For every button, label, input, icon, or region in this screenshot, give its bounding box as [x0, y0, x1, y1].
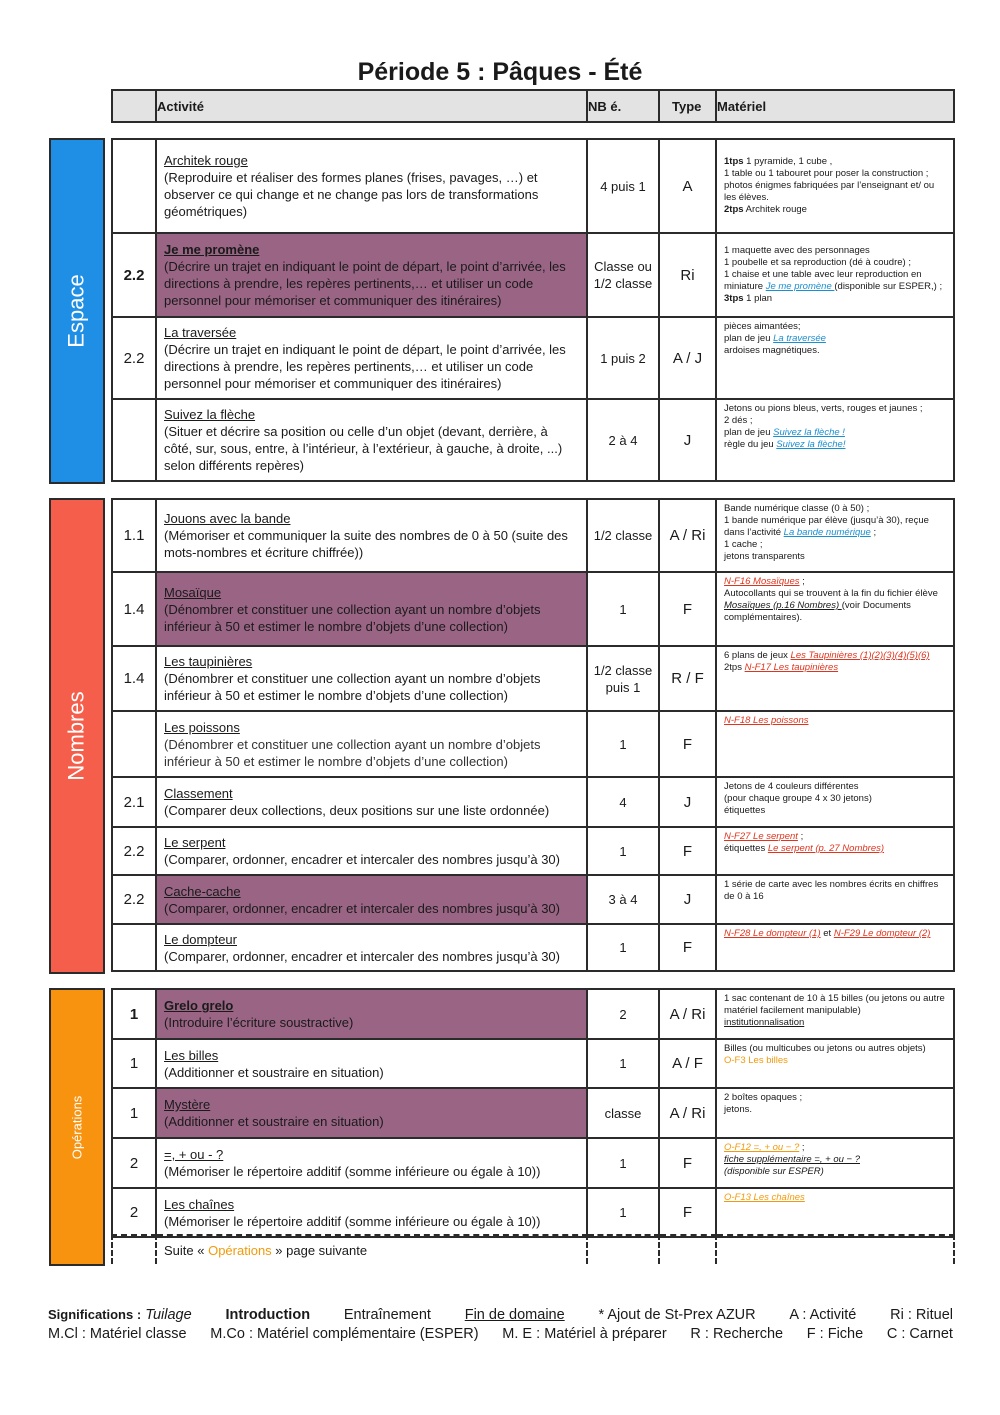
activity-cell	[156, 924, 587, 971]
activity-cell	[156, 139, 587, 233]
legend-line-2	[48, 1326, 953, 1342]
material-cell	[716, 711, 954, 777]
activity-description: (Situer et décrire sa position ou celle d’un objet (devant, derrière, à côté, sur, sous, entre, à l’intérieur, à l’extérieur, à gauche, à droite, ...) selon différents repères)	[164, 424, 563, 473]
legend-mco: M.Co : Matériel complémentaire (ESPER)	[210, 1326, 479, 1342]
material-cell	[716, 317, 954, 399]
activity-description: (Mémoriser et communiquer la suite des nombres de 0 à 50 (suite des mots-nombres et écriture chiffrée))	[164, 528, 568, 560]
mat-text: et	[820, 928, 834, 939]
nb-cell: 1/2 classe puis 1	[587, 646, 659, 711]
mat-text: ardoises magnétiques.	[724, 345, 820, 356]
legend-tuilage: Tuilage	[145, 1307, 192, 1323]
mat-text: pièces aimantées;	[724, 321, 801, 332]
material-link[interactable]: Suivez la flèche !	[773, 427, 845, 438]
section-label-operations	[49, 988, 105, 1266]
activity-name[interactable]: Les billes	[164, 1047, 219, 1063]
activity-cell	[156, 317, 587, 399]
row-number	[112, 399, 156, 481]
material-cell	[716, 989, 954, 1039]
row-number: 1.4	[112, 572, 156, 646]
nb-cell: 1	[587, 827, 659, 875]
row-number: 2.2	[112, 317, 156, 399]
activity-cell	[156, 399, 587, 481]
activity-name[interactable]: Le serpent	[164, 835, 226, 850]
table-espace	[111, 138, 955, 482]
row-number: 1.1	[112, 499, 156, 572]
header-nb: NB é.	[587, 90, 659, 122]
mat-text: 2 dés ;	[724, 415, 753, 426]
legend-introduction: Introduction	[225, 1307, 311, 1323]
activity-name[interactable]: Les poissons	[164, 719, 240, 735]
material-link[interactable]: N-F17 Les taupinières	[744, 662, 839, 673]
activity-cell	[156, 875, 587, 924]
material-link[interactable]: Mosaïques (p.16 Nombres)	[724, 600, 842, 611]
activity-cell	[156, 233, 587, 317]
section-label-text: Nombres	[64, 691, 89, 781]
table-suite	[111, 1234, 955, 1264]
mat-text: étiquettes	[724, 843, 768, 854]
material-cell	[716, 875, 954, 924]
table-row[interactable]	[112, 317, 954, 399]
activity-name[interactable]: Mystère	[164, 1097, 211, 1112]
legend-c-carnet: C : Carnet	[886, 1326, 953, 1342]
material-link[interactable]: O-F3 Les billes	[724, 1055, 788, 1066]
mat-text: ;	[870, 527, 877, 538]
material-link[interactable]: N-F28 Le dompteur (1)	[724, 928, 821, 939]
mat-text: 1 cache ;	[724, 539, 763, 550]
activity-description: (Décrire un trajet en indiquant le point de départ, le point d’arrivée, les directions à prendre, les repères pertinents,… et utiliser un code personnel pour mémoriser et communiquer des itinéraires)	[164, 342, 566, 391]
table-row[interactable]	[112, 989, 954, 1039]
row-number: 1	[112, 1088, 156, 1138]
header-num-cell	[112, 90, 156, 122]
nb-cell: 1	[587, 924, 659, 971]
material-link[interactable]: Les Taupinières (1)(2)(3)(4)(5)(6)	[790, 650, 930, 661]
type-cell: F	[659, 827, 716, 875]
activity-name[interactable]: La traversée	[164, 325, 237, 340]
activity-name[interactable]: Grelo grelo	[164, 998, 234, 1013]
type-cell: J	[659, 777, 716, 827]
type-cell: F	[659, 1138, 716, 1188]
mat-text: 1 série de carte avec les nombres écrits en chiffres de 0 à 16	[724, 879, 939, 902]
suite-num-cell	[112, 1235, 156, 1264]
mat-text: plan de jeu	[724, 333, 774, 344]
material-cell	[716, 1088, 954, 1138]
section-label-nombres	[49, 498, 105, 974]
table-header	[111, 89, 955, 123]
header-type: Type	[659, 90, 716, 122]
activity-name[interactable]: Architek rouge	[164, 153, 248, 168]
legend-ajout: * Ajout de St-Prex AZUR	[598, 1307, 756, 1323]
material-cell	[716, 1188, 954, 1237]
table-row[interactable]	[112, 711, 954, 777]
table-row[interactable]	[112, 139, 954, 233]
table-row[interactable]	[112, 1188, 954, 1237]
table-nombres	[111, 498, 955, 972]
type-cell: F	[659, 924, 716, 971]
mat-text: 2 boîtes opaques ;	[724, 1092, 803, 1103]
activity-cell	[156, 499, 587, 572]
nb-cell: 1	[587, 1138, 659, 1188]
table-operations	[111, 988, 955, 1238]
row-number: 2.2	[112, 233, 156, 317]
table-row[interactable]	[112, 1088, 954, 1138]
type-cell: A / F	[659, 1039, 716, 1088]
activity-cell	[156, 1039, 587, 1088]
type-cell: A / Ri	[659, 989, 716, 1039]
type-cell: A / Ri	[659, 499, 716, 572]
activity-cell	[156, 572, 587, 646]
material-cell	[716, 827, 954, 875]
activity-name[interactable]: Je me promène	[164, 242, 260, 257]
mat-text: institutionnalisation	[724, 1017, 805, 1028]
material-link[interactable]: fiche supplémentaire =, + ou − ?	[724, 1154, 860, 1165]
mat-text: Jetons ou pions bleus, verts, rouges et jaunes ;	[724, 403, 923, 414]
material-link[interactable]: N-F29 Le dompteur (2)	[833, 928, 931, 939]
mat-text: Autocollants qui se trouvent à la fin du fichier élève	[724, 588, 938, 599]
material-cell	[716, 924, 954, 971]
type-cell: R / F	[659, 646, 716, 711]
suite-empty-cell	[659, 1235, 716, 1264]
material-link[interactable]: O-F13 Les chaînes	[724, 1192, 805, 1203]
row-number: 2	[112, 1188, 156, 1237]
table-row[interactable]	[112, 499, 954, 572]
material-cell	[716, 499, 954, 572]
table-row[interactable]	[112, 233, 954, 317]
mat-text: étiquettes	[724, 805, 766, 816]
mat-text: 1 plan	[743, 293, 773, 304]
mat-text: Jetons de 4 couleurs différentes	[724, 781, 859, 792]
material-cell	[716, 777, 954, 827]
nb-cell: 1/2 classe	[587, 499, 659, 572]
section-label-espace	[49, 138, 105, 484]
activity-cell	[156, 827, 587, 875]
activity-description: (Dénombrer et constituer une collection ayant un nombre d’objets inférieur à 50 et estimer le nombre d’objets d’une collection)	[164, 736, 541, 769]
activity-description: (Reproduire et réaliser des formes planes (frises, pavages, …) et observer ce qui change et ne change pas lors de transformations géométriques)	[164, 170, 539, 219]
mat-text: 1 table ou 1 tabouret pour poser la construction ; photos énigmes fabriquées par l’enseignant et/ ou les élèves.	[724, 168, 935, 203]
nb-cell: 3 à 4	[587, 875, 659, 924]
table-row[interactable]	[112, 924, 954, 971]
activity-cell	[156, 777, 587, 827]
row-number: 1	[112, 1039, 156, 1088]
nb-cell: 1	[587, 1188, 659, 1237]
activity-name[interactable]: Les chaînes	[164, 1196, 235, 1212]
type-cell: J	[659, 875, 716, 924]
mat-text: jetons.	[724, 1104, 752, 1115]
material-cell	[716, 399, 954, 481]
mat-text: 2tps	[724, 662, 745, 673]
row-number: 2.2	[112, 875, 156, 924]
activity-description: (Introduire l’écriture soustractive)	[164, 1015, 354, 1030]
activity-cell	[156, 1088, 587, 1138]
mat-text: règle du jeu	[724, 439, 777, 450]
activity-cell	[156, 1188, 587, 1237]
activity-name[interactable]: Jouons avec la bande	[164, 511, 291, 526]
row-number: 2.2	[112, 827, 156, 875]
activity-name[interactable]: Mosaïque	[164, 584, 222, 600]
type-cell: J	[659, 399, 716, 481]
nb-cell: 1	[587, 572, 659, 646]
mat-text: 1 pyramide, 1 cube ,	[743, 156, 833, 167]
nb-cell: 1	[587, 711, 659, 777]
mat-text: 2tps	[724, 204, 744, 215]
legend-fin-domaine: Fin de domaine	[464, 1307, 565, 1323]
type-cell: A / Ri	[659, 1088, 716, 1138]
material-link[interactable]: O-F12 =, + ou − ?	[724, 1142, 800, 1153]
legend-me: M. E : Matériel à préparer	[502, 1326, 667, 1342]
type-cell: Ri	[659, 233, 716, 317]
row-number: 2	[112, 1138, 156, 1188]
type-cell: A	[659, 139, 716, 233]
nb-cell: 2 à 4	[587, 399, 659, 481]
mat-text: 1 maquette avec des personnages	[724, 245, 870, 256]
table-row[interactable]	[112, 399, 954, 481]
material-link[interactable]: N-F16 Mosaïques	[724, 576, 800, 587]
activity-description: (Mémoriser le répertoire additif (somme inférieure ou égale à 10))	[164, 1213, 541, 1229]
activity-name[interactable]: Suivez la flèche	[164, 407, 256, 422]
mat-text: ;	[799, 1142, 805, 1153]
mat-text: (disponible sur ESPER)	[724, 1166, 824, 1177]
mat-text: (pour chaque groupe 4 x 30 jetons)	[724, 793, 872, 804]
nb-cell: 1 puis 2	[587, 317, 659, 399]
mat-text: 1tps	[724, 156, 744, 167]
table-row	[112, 1235, 954, 1264]
legend-entrainement: Entraînement	[343, 1307, 431, 1323]
suite-empty-cell	[587, 1235, 659, 1264]
suite-text: » page suivante	[271, 1242, 368, 1258]
legend-line-1	[48, 1307, 953, 1323]
type-cell: F	[659, 572, 716, 646]
activity-description: (Dénombrer et constituer une collection ayant un nombre d’objets inférieur à 50 et estimer le nombre d’objets d’une collection)	[164, 601, 541, 634]
activity-description: (Comparer, ordonner, encadrer et intercaler des nombres jusqu’à 30)	[164, 852, 560, 867]
nb-cell: 4	[587, 777, 659, 827]
mat-text: (disponible sur ESPER,) ;	[834, 281, 943, 292]
section-label-text: Espace	[64, 274, 90, 348]
nb-cell: classe	[587, 1088, 659, 1138]
activity-cell	[156, 1138, 587, 1188]
suite-cell	[156, 1235, 587, 1264]
material-link[interactable]: Je me promène	[765, 281, 835, 292]
table-row[interactable]	[112, 646, 954, 711]
type-cell: A / J	[659, 317, 716, 399]
activity-description: (Comparer, ordonner, encadrer et intercaler des nombres jusqu’à 30)	[164, 948, 560, 964]
nb-cell: Classe ou 1/2 classe	[587, 233, 659, 317]
mat-text: 3tps	[724, 293, 744, 304]
activity-description: (Mémoriser le répertoire additif (somme inférieure ou égale à 10))	[164, 1164, 541, 1179]
activity-description: (Comparer, ordonner, encadrer et intercaler des nombres jusqu’à 30)	[164, 900, 560, 916]
page-title: Période 5 : Pâques - Été	[357, 58, 643, 86]
table-row[interactable]	[112, 1039, 954, 1088]
material-cell	[716, 646, 954, 711]
mat-text: 6 plans de jeux	[724, 650, 791, 661]
material-link[interactable]: La traversée	[773, 333, 826, 344]
material-link[interactable]: N-F27 Le serpent	[724, 831, 798, 842]
mat-text: (voir Documents complémentaires).	[724, 600, 911, 623]
nb-cell: 4 puis 1	[587, 139, 659, 233]
mat-text: Architek rouge	[743, 204, 807, 215]
activity-name[interactable]: Cache-cache	[164, 883, 241, 899]
activity-description: (Additionner et soustraire en situation)	[164, 1114, 384, 1129]
material-cell	[716, 233, 954, 317]
material-link[interactable]: N-F18 Les poissons	[724, 715, 809, 726]
activity-name[interactable]: Les taupinières	[164, 654, 253, 669]
mat-text: ;	[799, 576, 805, 587]
row-number	[112, 139, 156, 233]
legend-a-activite: A : Activité	[789, 1307, 857, 1323]
activity-cell	[156, 989, 587, 1039]
legend-r-recherche: R : Recherche	[690, 1326, 784, 1342]
material-link[interactable]: Suivez la flèche!	[776, 439, 846, 450]
mat-text: 1 chaise et une table avec leur reproduction en miniature	[724, 269, 922, 292]
material-cell	[716, 1039, 954, 1088]
suite-link[interactable]: Opérations	[208, 1242, 272, 1258]
mat-text: 1 bande numérique par élève (jusqu’à 30), reçue dans l’activité	[724, 515, 929, 538]
activity-cell	[156, 646, 587, 711]
activity-description: (Additionner et soustraire en situation)	[164, 1064, 384, 1080]
activity-name[interactable]: Le dompteur	[164, 931, 237, 947]
activity-cell	[156, 711, 587, 777]
nb-cell: 1	[587, 1039, 659, 1088]
legend-ri-rituel: Ri : Rituel	[890, 1307, 953, 1323]
activity-description: (Comparer deux collections, deux positions sur une liste ordonnée)	[164, 803, 550, 818]
table-row[interactable]	[112, 1138, 954, 1188]
nb-cell: 2	[587, 989, 659, 1039]
activity-name[interactable]: Classement	[164, 786, 233, 801]
type-cell: F	[659, 711, 716, 777]
material-link[interactable]: La bande numérique	[783, 527, 871, 538]
table-row[interactable]	[112, 572, 954, 646]
activity-description: (Dénombrer et constituer une collection ayant un nombre d’objets inférieur à 50 et estimer le nombre d’objets d’une collection)	[164, 671, 541, 703]
table-row[interactable]	[112, 827, 954, 875]
mat-text: ;	[797, 831, 804, 842]
legend-mcl: M.Cl : Matériel classe	[48, 1326, 187, 1342]
mat-text: Billes (ou multicubes ou jetons ou autres objets)	[724, 1043, 926, 1054]
mat-text: 1 sac contenant de 10 à 15 billes (ou jetons ou autre matériel facilement manipulable)	[724, 993, 945, 1016]
suite-empty-cell	[716, 1235, 954, 1264]
table-row[interactable]	[112, 875, 954, 924]
row-number	[112, 924, 156, 971]
row-number: 2.1	[112, 777, 156, 827]
mat-text: Bande numérique classe (0 à 50) ;	[724, 503, 870, 514]
header-material: Matériel	[716, 90, 954, 122]
material-link[interactable]: Le serpent (p. 27 Nombres)	[767, 843, 885, 854]
header-activity: Activité	[156, 90, 587, 122]
row-number: 1	[112, 989, 156, 1039]
activity-description: (Décrire un trajet en indiquant le point de départ, le point d’arrivée, les directions à prendre, les repères pertinents,… et utiliser un code personnel pour mémoriser et communiquer des itinéraires)	[164, 259, 566, 308]
material-cell	[716, 572, 954, 646]
legend-f-fiche: F : Fiche	[806, 1326, 864, 1342]
row-number: 1.4	[112, 646, 156, 711]
mat-text: 1 poubelle et sa reproduction (dé à coudre) ;	[724, 257, 911, 268]
suite-text: Suite «	[164, 1242, 209, 1258]
activity-name[interactable]: =, + ou - ?	[164, 1147, 224, 1162]
mat-text: plan de jeu	[724, 427, 774, 438]
material-cell	[716, 1138, 954, 1188]
table-row[interactable]	[112, 777, 954, 827]
type-cell: F	[659, 1188, 716, 1237]
legend-significations: Significations :	[48, 1307, 142, 1322]
section-label-text: Opérations	[69, 1095, 85, 1159]
material-cell	[716, 139, 954, 233]
row-number	[112, 711, 156, 777]
mat-text: jetons transparents	[724, 551, 805, 562]
